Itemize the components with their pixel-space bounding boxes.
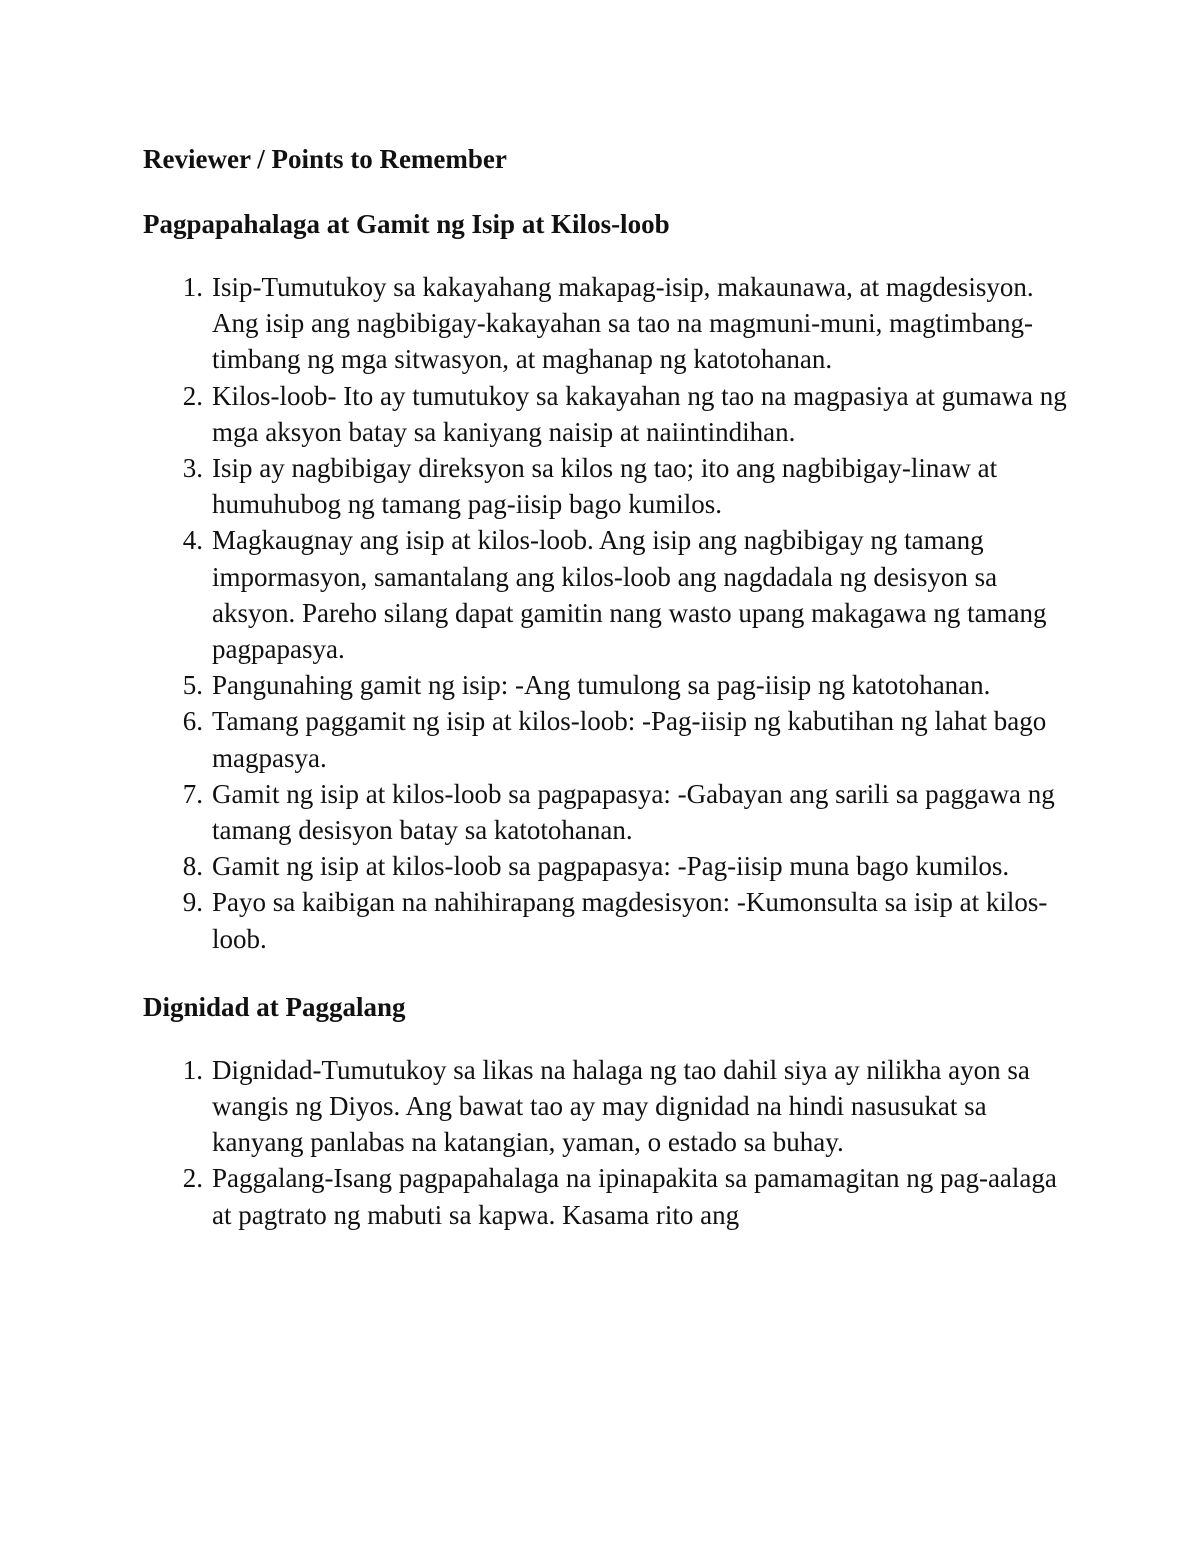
list-item-text: Isip ay nagbibigay direksyon sa kilos ng tao; ito ang nagbibigay-linaw at humuhubog ng tamang pag-iisip bago kumilos.: [212, 453, 998, 520]
list-item-number: 6.: [182, 706, 203, 737]
list-item-number: 4.: [182, 525, 203, 556]
list-item: [143, 269, 1073, 378]
list-item-text: Dignidad-Tumutukoy sa likas na halaga ng tao dahil siya ay nilikha ayon sa wangis ng Diyos. Ang bawat tao ay may dignidad na hindi nasusukat sa kanyang panlabas na katangian, yaman, o estado sa buhay.: [212, 1054, 1030, 1158]
list-item-number: 7.: [182, 778, 203, 809]
list-item: [143, 522, 1073, 667]
list-item-number: 1.: [182, 1054, 203, 1085]
list-item: [143, 667, 1073, 703]
list-item-number: 3.: [182, 453, 203, 484]
list-item: [143, 1160, 1073, 1232]
list-item: [143, 703, 1073, 775]
list-item: [143, 848, 1073, 884]
list-item-number: 9.: [182, 887, 203, 918]
list-item: [143, 776, 1073, 848]
list-item: [143, 1052, 1073, 1161]
list-item-number: 5.: [182, 670, 203, 701]
list-item-text: Pangunahing gamit ng isip: -Ang tumulong sa pag-iisip ng katotohanan.: [212, 670, 991, 701]
document-title: Reviewer / Points to Remember: [143, 144, 507, 174]
list-item-text: Payo sa kaibigan na nahihirapang magdesisyon: -Kumonsulta sa isip at kilos-loob.: [212, 887, 1048, 954]
list-item-number: 1.: [182, 272, 203, 302]
list-item-number: 2.: [182, 380, 203, 411]
list-item-text: Kilos-loob- Ito ay tumutukoy sa kakayahan ng tao na magpasiya at gumawa ng mga aksyon batay sa kaniyang naisip at naiintindihan.: [212, 380, 1067, 447]
list-item: [143, 450, 1073, 522]
list-item-number: 2.: [182, 1163, 203, 1194]
section-heading-isip-kilos-loob: Pagpapahalaga at Gamit ng Isip at Kilos-loob: [143, 209, 670, 239]
numbered-list-isip-kilos-loob: [143, 269, 1073, 957]
numbered-list-dignidad-paggalang: [143, 1052, 1073, 1233]
list-item-text: Isip-Tumutukoy sa kakayahang makapag-isip, makaunawa, at magdesisyon. Ang isip ang nagbibigay-kakayahan sa tao na magmuni-muni, magtimbang-timbang ng mga sitwasyon, at maghanap ng katotohanan.: [212, 272, 1034, 375]
list-item-text: Tamang paggamit ng isip at kilos-loob: -Pag-iisip ng kabutihan ng lahat bago magpasya.: [212, 706, 1047, 773]
list-item: [143, 884, 1073, 956]
list-item-text: Paggalang-Isang pagpapahalaga na ipinapakita sa pamamagitan ng pag-aalaga at pagtrato ng mabuti sa kapwa. Kasama rito ang: [212, 1163, 1057, 1230]
section-heading-dignidad-paggalang: Dignidad at Paggalang: [143, 991, 406, 1022]
document-body: [143, 139, 1073, 1233]
list-item: [143, 378, 1073, 450]
list-item-text: Magkaugnay ang isip at kilos-loob. Ang isip ang nagbibigay ng tamang impormasyon, samantalang ang kilos-loob ang nagdadala ng desisyon sa aksyon. Pareho silang dapat gamitin nang wasto upang makagawa ng tamang pagpapasya.: [212, 525, 1047, 665]
list-item-text: Gamit ng isip at kilos-loob sa pagpapasya: -Pag-iisip muna bago kumilos.: [212, 851, 1010, 882]
list-item-text: Gamit ng isip at kilos-loob sa pagpapasya: -Gabayan ang sarili sa paggawa ng tamang desisyon batay sa katotohanan.: [212, 778, 1055, 846]
list-item-number: 8.: [182, 851, 203, 882]
